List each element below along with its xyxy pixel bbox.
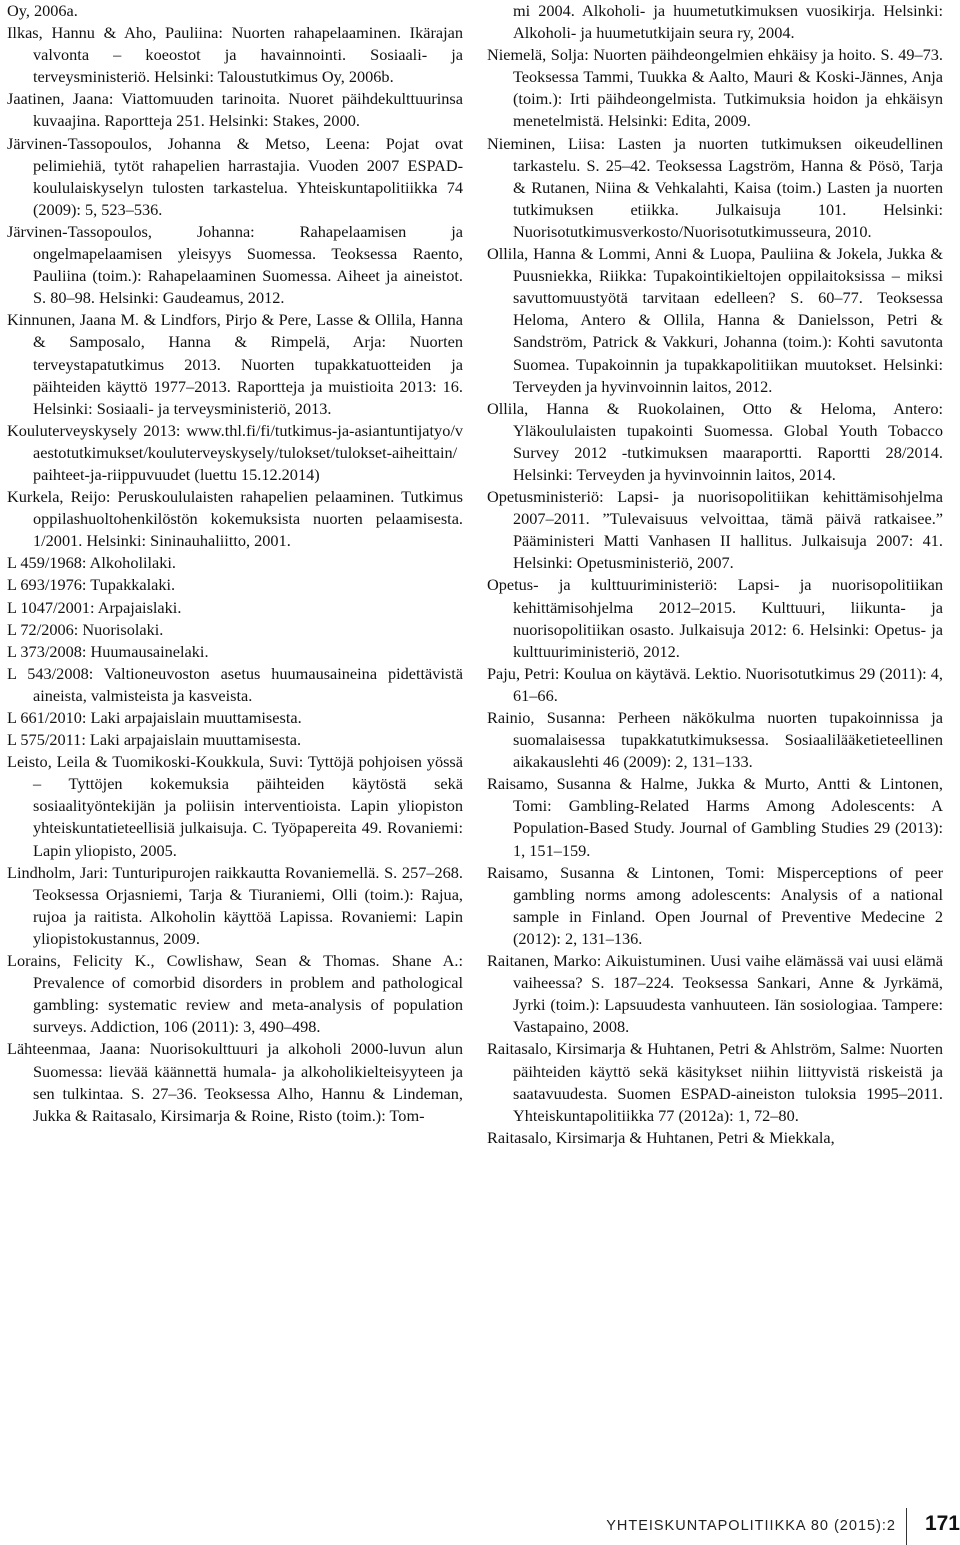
reference-entry: L 543/2008: Valtioneuvoston asetus huumausaineina pidettävistä aineista, valmisteista ja kasveista.: [7, 663, 463, 705]
reference-entry: Opetus- ja kulttuuriministeriö: Lapsi- ja nuorisopolitiikan kehittämisohjelma 2012–2015. Kulttuuri, liikunta- ja nuorisopolitiikan osasto. Julkaisuja 2012: 6. Helsinki: Opetus- ja kulttuuriministeriö, 2012.: [487, 575, 943, 661]
reference-entry: Leisto, Leila & Tuomikoski-Koukkula, Suvi: Tyttöjä pohjoisen yössä – Tyttöjen kokemuksia päihteiden käytöstä sekä sosiaalityöntekijän ja poliisin interventioista. Lapin yliopiston yhteiskuntatieteellisiä julkaisuja. C. Työpapereita 49. Rovaniemi: Lapin yliopisto, 2005.: [7, 752, 463, 860]
reference-entry: L 661/2010: Laki arpajaislain muuttamisesta.: [7, 708, 302, 727]
reference-entry: Järvinen-Tassopoulos, Johanna: Rahapelaamisen ja ongelmapelaamisen yleisyys Suomessa. Teoksessa Raento, Pauliina (toim.): Rahapelaaminen Suomessa. Aiheet ja aineistot. S. 80–98. Helsinki: Gaudeamus, 2012.: [7, 221, 463, 308]
reference-entry: L 459/1968: Alkoholilaki.: [7, 553, 176, 573]
reference-entry: Raitasalo, Kirsimarja & Huhtanen, Petri & Ahlström, Salme: Nuorten päihteiden käyttö sekä käsitykset niihin liittyvistä riskeistä ja saatavuudesta. Suomen ESPAD-aineiston tuloksia 1995–2011. Yhteiskuntapolitiikka 77 (2012a): 1, 72–80.: [487, 1039, 943, 1125]
reference-entry: Oy, 2006a.: [7, 1, 78, 20]
reference-entry: Niemelä, Solja: Nuorten päihdeongelmien ehkäisy ja hoito. S. 49–73. Teoksessa Tammi, Tuukka & Aalto, Mauri & Koski-Jännes, Anja (toim.): Irti päihdeongelmista. Tutkimuksia hoidon ja ehkäisyn menetelmistä. Helsinki: Edita, 2009.: [487, 45, 943, 131]
reference-entry: L 575/2011: Laki arpajaislain muuttamisesta.: [7, 730, 302, 750]
journal-title: YHTEISKUNTAPOLITIIKKA 80 (2015):2: [606, 1518, 896, 1534]
reference-entry: Opetusministeriö: Lapsi- ja nuorisopolitiikan kehittämisohjelma 2007–2011. ”Tulevaisuus velvoittaa, tämä päivä ratkaisee.” Pääministeri Matti Vanhasen II hallitus. Julkaisuja 2007: 41. Helsinki: Opetusministeriö, 2007.: [487, 487, 943, 573]
reference-entry: L 1047/2001: Arpajaislaki.: [7, 597, 182, 617]
left-reference-column: [7, 0, 463, 1127]
reference-entry: Rainio, Susanna: Perheen näkökulma nuorten tupakoinnissa ja suomalaisessa tupakkatutkimuksessa. Sosiaalilääketieteellinen aikakauslehti 46 (2009): 2, 131–133.: [487, 708, 943, 772]
reference-entry: L 72/2006: Nuorisolaki.: [7, 619, 164, 639]
reference-entry: Ollila, Hanna & Lommi, Anni & Luopa, Pauliina & Jokela, Jukka & Puusniekka, Riikka: Tupakointikieltojen oppilaitoksissa – miksi savuttomuustyötä tarvitaan edelleen? S. 60–77. Teoksessa Heloma, Antero & Ollila, Hanna & Danielsson, Petri & Sandström, Patrick & Vakkuri, Johanna (toim.): Kohti savutonta Suomea. Tupakoinnin ja tupakkapolitiikan muutokset. Helsinki: Terveyden ja hyvinvoinnin laitos, 2012.: [487, 244, 943, 396]
reference-entry: L 693/1976: Tupakkalaki.: [7, 575, 176, 595]
reference-entry: Ilkas, Hannu & Aho, Pauliina: Nuorten rahapelaaminen. Ikärajan valvonta – koeostot ja havainnointi. Sosiaali- ja terveysministeriö. Helsinki: Taloustutkimus Oy, 2006b.: [7, 23, 463, 87]
reference-entry: Jaatinen, Jaana: Viattomuuden tarinoita. Nuoret päihdekulttuurinsa kuvaajina. Raportteja 251. Helsinki: Stakes, 2000.: [7, 89, 463, 131]
reference-entry: Kurkela, Reijo: Peruskoululaisten rahapelien pelaaminen. Tutkimus oppilashuoltohenkilöstön kokemuksista nuorten pelaamisesta. 1/2001. Helsinki: Sininauhaliitto, 2001.: [7, 487, 463, 551]
page-number: 171: [924, 1512, 960, 1535]
page-footer: [0, 1500, 960, 1545]
reference-entry: Järvinen-Tassopoulos, Johanna & Metso, Leena: Pojat ovat pelimiehiä, tytöt rahapelien harrastajia. Vuoden 2007 ESPAD-koululaiskyselyn tulosten tarkastelua. Yhteiskuntapolitiikka 74 (2009): 5, 523–536.: [7, 133, 463, 219]
reference-entry-continuation: mi 2004. Alkoholi- ja huumetutkimuksen vuosikirja. Helsinki: Alkoholi- ja huumetutkijain seura ry, 2004.: [513, 1, 943, 43]
reference-entry: Kinnunen, Jaana M. & Lindfors, Pirjo & Pere, Lasse & Ollila, Hanna & Samposalo, Hanna & Rimpelä, Arja: Nuorten terveystapatutkimus 2013. Nuorten tupakkatuotteiden ja päihteiden käyttö 1977–2013. Raportteja ja muistioita 2013: 16. Helsinki: Sosiaali- ja terveysministeriö, 2013.: [7, 310, 463, 418]
reference-entry: Ollila, Hanna & Ruokolainen, Otto & Heloma, Antero: Yläkoululaisten tupakointi Suomessa. Global Youth Tobacco Survey 2012 -tutkimuksen maaraportti. Raportti 28/2014. Helsinki: Terveyden ja hyvinvoinnin laitos, 2014.: [487, 398, 943, 484]
footer-divider: [906, 1508, 907, 1545]
reference-entry: Raitanen, Marko: Aikuistuminen. Uusi vaihe elämässä vai uusi elämä vaiheessa? S. 187–224. Teoksessa Sankari, Anne & Jyrkämä, Jyrki (toim.): Lapsuudesta vanhuuteen. Iän sosiologiaa. Tampere: Vastapaino, 2008.: [487, 951, 943, 1037]
reference-entry: Raisamo, Susanna & Lintonen, Tomi: Misperceptions of peer gambling norms among adolescents: Analysis of a national sample in Finland. Open Journal of Preventive Medecine 2 (2012): 2, 131–136.: [487, 862, 943, 948]
reference-entry: Lorains, Felicity K., Cowlishaw, Sean & Thomas. Shane A.: Prevalence of comorbid disorders in problem and pathological gambling: systematic review and meta-analysis of population surveys. Addiction, 106 (2011): 3, 490–498.: [7, 951, 463, 1037]
right-reference-column: [487, 0, 943, 1149]
reference-entry: Kouluterveyskysely 2013: www.thl.fi/fi/tutkimus-ja-asiantuntijatyo/vaestotutkimukset/kouluterveyskysely/tulokset/tulokset-aiheittain/paihteet-ja-riippuvuudet (luettu 15.12.2014): [7, 420, 463, 484]
reference-entry: Paju, Petri: Koulua on käytävä. Lektio. Nuorisotutkimus 29 (2011): 4, 61–66.: [487, 663, 943, 705]
reference-entry: Raisamo, Susanna & Halme, Jukka & Murto, Antti & Lintonen, Tomi: Gambling-Related Harms Among Adolescents: A Population-Based Study. Journal of Gambling Studies 29 (2013): 1, 151–159.: [487, 774, 943, 860]
reference-entry: Raitasalo, Kirsimarja & Huhtanen, Petri & Miekkala,: [487, 1127, 835, 1147]
reference-entry: L 373/2008: Huumausainelaki.: [7, 641, 209, 661]
reference-entry: Lähteenmaa, Jaana: Nuorisokulttuuri ja alkoholi 2000-luvun alun Suomessa: lievää käännettä humala- ja alkoholikielteisyyteen ja sen tulkintaa. S. 27–36. Teoksessa Alho, Hannu & Lindeman, Jukka & Raitasalo, Kirsimarja & Roine, Risto (toim.): Tom-: [7, 1039, 463, 1125]
reference-entry: Lindholm, Jari: Tunturipurojen raikkautta Rovaniemellä. S. 257–268. Teoksessa Orjasniemi, Tarja & Tiuraniemi, Olli (toim.): Rajua, rujoa ja raitista. Alkoholin käyttöä Lapissa. Rovaniemi: Lapin yliopistokustannus, 2009.: [7, 862, 463, 948]
reference-entry: Nieminen, Liisa: Lasten ja nuorten tutkimuksen oikeudellinen tarkastelu. S. 25–42. Teoksessa Lagström, Hanna & Pösö, Tarja & Rutanen, Niina & Vehkalahti, Kaisa (toim.) Lasten ja nuorten tutkimuksen etiikka. Julkaisuja 101. Helsinki: Nuorisotutkimusverkosto/Nuorisotutkimusseura, 2010.: [487, 133, 943, 241]
